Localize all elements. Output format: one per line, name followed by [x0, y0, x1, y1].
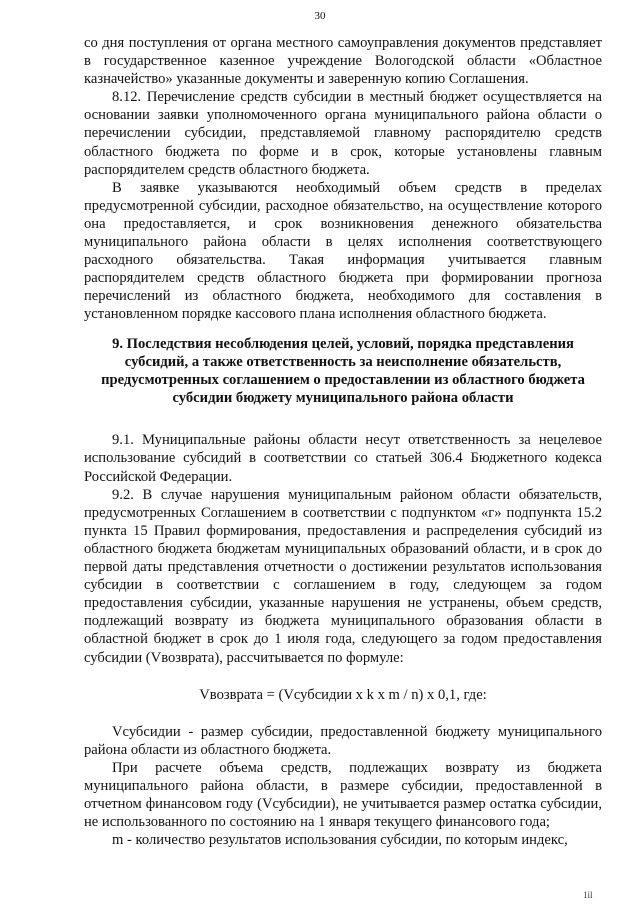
- paragraph-continuation: со дня поступления от органа местного самоуправления документов представляет в государственное казенное учреждение Вологодской области «Областное казначейство» указанные документы и заверенную копию Соглашения.: [84, 35, 602, 88]
- paragraph-vsubsidii: Vсубсидии - размер субсидии, предоставленной бюджету муниципального района области из областного бюджета.: [84, 723, 602, 758]
- formula: Vвозврата = (Vсубсидии x k x m / n) x 0,1, где:: [199, 686, 487, 703]
- paragraph-request-info: В заявке указываются необходимый объем средств в пределах предусмотренной субсидии, расходное обязательство, на осуществление которого она предоставляется, и срок возникновения денежного обязательства муниципального района области в целях исполнения соответствующего расходного обязательства. Такая информация учитывается главным распорядителем средств областного бюджета при формировании прогноза перечислений из областного бюджета, необходимого для составления в установленном порядке кассового плана исполнения областного бюджета.: [84, 179, 602, 323]
- paragraph-calculation: При расчете объема средств, подлежащих возврату из бюджета муниципального района области, в размере субсидии, предоставленной в отчетном финансовом году (Vсубсидии), не учитывается размер остатка субсидии, не использованного по состоянию на 1 января текущего финансового года;: [84, 759, 602, 831]
- section-heading: 9. Последствия несоблюдения целей, условий, порядка представления субсидий, а также ответственность за неисполнение обязательств, предусмотренных соглашением о предоставлении из областного бюджета субсидии бюджету муниципального района области: [101, 336, 585, 407]
- paragraph-9-2: 9.2. В случае нарушения муниципальным районом области обязательств, предусмотренных Соглашением в соответствии с подпунктом «г» подпункта 15.2 пункта 15 Правил формирования, предоставления и распределения субсидий из областного бюджета бюджетам муниципальных образований области, и в срок до первой даты представления отчетности о достижении результатов использования субсидии в соответствии с соглашением в году, следующем за годом предоставления субсидии, указанные нарушения не устранены, объем средств, подлежащий возврату из бюджета муниципального образования области в областной бюджет в срок до 1 июля года, следующего за годом предоставления субсидии (Vвозврата), рассчитывается по формуле:: [84, 486, 602, 666]
- paragraph-m-definition: m - количество результатов использования субсидии, по которым индекс,: [112, 832, 568, 849]
- section-9: [84, 335, 602, 849]
- paragraph-9-1: 9.1. Муниципальные районы области несут ответственность за нецелевое использование субсидий в соответствии со статьей 306.4 Бюджетного кодекса Российской Федерации.: [84, 432, 602, 485]
- corner-mark: 1il: [583, 890, 593, 900]
- text-block-top: [84, 34, 602, 324]
- page-number: 30: [314, 10, 326, 22]
- paragraph-8-12: 8.12. Перечисление средств субсидии в местный бюджет осуществляется на основании заявки уполномоченного органа муниципального района области о перечислении субсидии, представляемой главному распорядителю средств областного бюджета по форме и в срок, которые установлены главным распорядителем средств областного бюджета.: [84, 89, 602, 178]
